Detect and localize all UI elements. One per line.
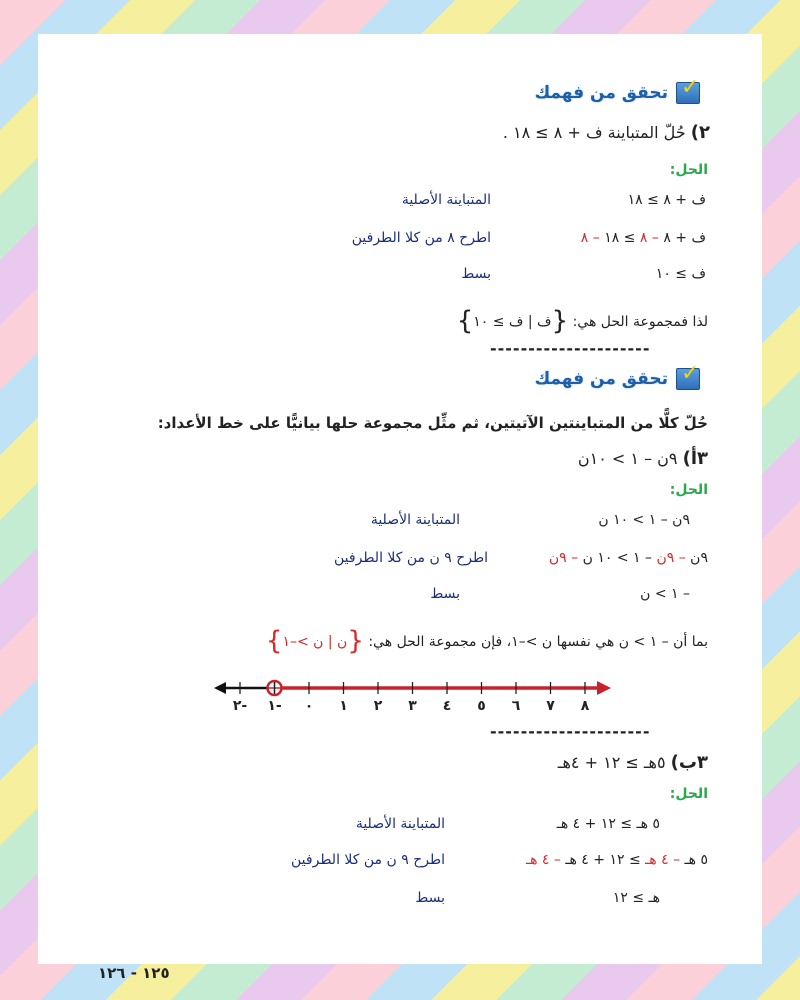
q3b-step-row-1 xyxy=(240,816,660,838)
tick-label-2: ٠ xyxy=(304,698,314,714)
q3a-step-2: اطرح ٩ ن من كلا الطرفين xyxy=(334,550,488,566)
question-3a xyxy=(578,448,708,469)
q2-step-2: اطرح ٨ من كلا الطرفين xyxy=(351,230,491,246)
question-3b xyxy=(558,752,708,773)
q3a-step-row-1 xyxy=(270,512,690,534)
tick-label-3: ١ xyxy=(339,698,348,714)
tick-label-1: ١- xyxy=(267,698,282,714)
question-2-number: ٢) xyxy=(690,122,710,143)
check-understanding-header-1 xyxy=(534,75,700,104)
q3a-step-1: المتباينة الأصلية xyxy=(370,512,460,528)
tick-label-8: ٦ xyxy=(511,698,521,714)
q2-equation-1: ف + ٨ ≥ ١٨ xyxy=(627,192,706,208)
q3a-conclusion: بما أن – ١ > ن هي نفسها ن >–١، فإن مجموعة الحل هي: {ن | ن >–١} xyxy=(265,626,708,656)
left-arrow-icon xyxy=(214,682,226,694)
q3a-step-3: بسط xyxy=(430,586,460,602)
page-numbers: ١٢٥ - ١٢٦ xyxy=(98,964,170,982)
check-understanding-title: تحقق من فهمك xyxy=(534,83,668,103)
q3b-equation-1: ٥ هـ ≥ ١٢ + ٤ هـ xyxy=(556,816,660,832)
question-2 xyxy=(503,122,710,143)
q3b-step-row-3 xyxy=(240,890,660,912)
q3a-equation-3: – ١ > ن xyxy=(640,586,690,602)
tick-label-5: ٣ xyxy=(408,698,417,714)
q3b-step-3: بسط xyxy=(415,890,445,906)
right-arrow-icon xyxy=(597,681,611,695)
question-3b-number: ٣ب) xyxy=(670,752,708,773)
question-2-text: حُلّ المتباينة ف + ٨ ≥ ١٨ . xyxy=(502,123,686,142)
q3b-step-1: المتباينة الأصلية xyxy=(355,816,445,832)
q2-equation-2: ف + ٨ – ٨ ≥ ١٨ – ٨ xyxy=(580,230,706,246)
q3b-equation-2: ٥ هـ – ٤ هـ ≥ ١٢ + ٤ هـ – ٤ هـ xyxy=(525,852,708,868)
tick-label-0: ٢- xyxy=(232,698,248,714)
question-3b-text: ٥هـ ≥ ١٢ + ٤هـ xyxy=(557,753,666,772)
tick-label-4: ٢ xyxy=(373,698,383,714)
q2-step-row-3 xyxy=(286,266,706,288)
q2-step-row-2 xyxy=(286,230,706,252)
checkbox-icon: ✓ xyxy=(676,368,700,390)
tick-label-9: ٧ xyxy=(546,698,555,714)
checkbox-icon: ✓ xyxy=(676,82,700,104)
separator-2: --------------------- xyxy=(490,722,651,741)
q2-conclusion: لذا فمجموعة الحل هي: {ف | ف ≥ ١٠} xyxy=(456,306,708,336)
q3a-equation-1: ٩ن – ١ > ١٠ ن xyxy=(598,512,690,528)
solution-label-q3a: الحل: xyxy=(669,482,708,498)
q3b-step-row-2 xyxy=(188,852,708,874)
check-understanding-header-2 xyxy=(534,361,700,390)
question-3a-text: ٩ن – ١ > ١٠ن xyxy=(577,449,678,468)
q3a-step-row-2 xyxy=(188,550,708,572)
q3a-step-row-3 xyxy=(270,586,690,608)
number-line xyxy=(200,668,630,724)
q2-step-row-1 xyxy=(286,192,706,214)
q2-solution-set: ف | ف ≥ ١٠ xyxy=(473,314,552,330)
q2-step-3: بسط xyxy=(461,266,491,282)
tick-label-7: ٥ xyxy=(477,698,486,714)
instructions: حُلّ كلًّا من المتباينتين الآتيتين، ثم مثِّل مجموعة حلها بيانيًّا على خط الأعداد: xyxy=(157,414,708,432)
question-3a-number: ٣أ) xyxy=(682,448,708,469)
q3a-solution-set: ن | ن >–١ xyxy=(282,634,348,650)
solution-label-q2: الحل: xyxy=(669,162,708,178)
q3b-equation-3: هـ ≥ ١٢ xyxy=(612,890,660,906)
q2-step-1: المتباينة الأصلية xyxy=(401,192,491,208)
q2-equation-3: ف ≥ ١٠ xyxy=(655,266,706,282)
separator-1: --------------------- xyxy=(490,339,651,358)
q3a-equation-2: ٩ن – ٩ن – ١ > ١٠ ن – ٩ن xyxy=(548,550,708,566)
check-understanding-title: تحقق من فهمك xyxy=(534,369,668,389)
tick-label-10: ٨ xyxy=(580,698,590,714)
solution-label-q3b: الحل: xyxy=(669,786,708,802)
q3b-step-2: اطرح ٩ ن من كلا الطرفين xyxy=(291,852,445,868)
tick-label-6: ٤ xyxy=(442,698,452,714)
